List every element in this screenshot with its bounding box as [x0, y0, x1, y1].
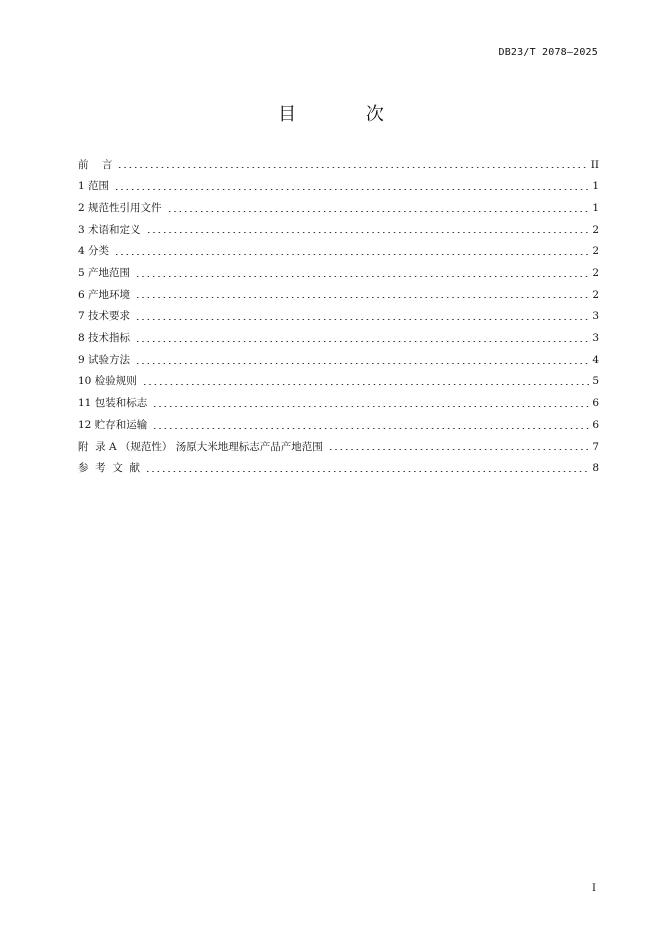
toc-dot-leader [117, 167, 587, 168]
toc-entry-normative-references[interactable] [78, 197, 599, 219]
toc-entry-label: 5 产地范围 [78, 267, 131, 280]
toc-entry-page: 1 [592, 180, 599, 193]
toc-entry-storage-transport[interactable] [78, 414, 599, 436]
toc-entry-technical-indicators[interactable] [78, 328, 599, 350]
toc-entry-page: 2 [592, 267, 599, 280]
toc-entry-production-area[interactable] [78, 262, 599, 284]
toc-entry-page: 6 [592, 418, 599, 431]
toc-dot-leader [114, 254, 589, 255]
toc-entry-label: 11 包装和标志 [78, 397, 148, 410]
toc-dot-leader [135, 276, 589, 277]
toc-dot-leader [146, 232, 590, 233]
toc-dot-leader [152, 406, 589, 407]
toc-entry-page: 4 [592, 353, 599, 366]
toc-entry-label: 2 规范性引用文件 [78, 201, 162, 214]
toc-entry-label: 8 技术指标 [78, 332, 131, 345]
toc-entry-label: 6 产地环境 [78, 288, 131, 301]
toc-entry-page: 1 [592, 201, 599, 214]
toc-entry-page: 5 [592, 375, 599, 388]
toc-dot-leader [135, 363, 589, 364]
toc-entry-label: 9 试验方法 [78, 353, 131, 366]
toc-dot-leader [135, 297, 589, 298]
toc-entry-packaging-labeling[interactable] [78, 393, 599, 415]
toc-entry-label: 参 考 文 献 [78, 462, 141, 475]
toc-entry-label: 12 贮存和运输 [78, 418, 148, 431]
toc-entry-page: 2 [592, 245, 599, 258]
toc-entry-page: 7 [592, 440, 599, 453]
toc-entry-page: 8 [592, 462, 599, 475]
toc-dot-leader [114, 189, 589, 190]
toc-entry-page: 3 [592, 332, 599, 345]
toc-entry-page: 6 [592, 397, 599, 410]
toc-dot-leader [167, 211, 590, 212]
toc-entry-technical-requirements[interactable] [78, 306, 599, 328]
toc-dot-leader [142, 384, 590, 385]
page-number: I [592, 883, 596, 894]
toc-dot-leader [145, 471, 589, 472]
toc-entry-production-environment[interactable] [78, 284, 599, 306]
page-title: 目 次 [278, 104, 416, 125]
toc-dot-leader [152, 428, 589, 429]
document-code: DB23/T 2078—2025 [498, 47, 598, 58]
table-of-contents [78, 154, 599, 479]
toc-entry-bibliography[interactable] [78, 458, 599, 480]
toc-entry-test-methods[interactable] [78, 349, 599, 371]
toc-entry-page: 2 [592, 288, 599, 301]
toc-entry-page: 3 [592, 310, 599, 323]
toc-dot-leader [328, 449, 590, 450]
toc-entry-label: 3 术语和定义 [78, 223, 141, 236]
toc-entry-label: 附 录 A （规范性） 汤原大米地理标志产品产地范围 [78, 440, 323, 453]
toc-entry-foreword[interactable] [78, 154, 599, 176]
toc-entry-label: 1 范围 [78, 180, 110, 193]
toc-dot-leader [135, 341, 589, 342]
toc-entry-terms-definitions[interactable] [78, 219, 599, 241]
toc-entry-classification[interactable] [78, 241, 599, 263]
toc-entry-label: 7 技术要求 [78, 310, 131, 323]
toc-entry-scope[interactable] [78, 176, 599, 198]
toc-entry-page: II [590, 158, 599, 171]
toc-entry-label: 前 言 [78, 158, 113, 171]
toc-dot-leader [135, 319, 589, 320]
toc-entry-appendix-a[interactable] [78, 436, 599, 458]
toc-entry-label: 4 分类 [78, 245, 110, 258]
toc-entry-label: 10 检验规则 [78, 375, 137, 388]
toc-entry-page: 2 [592, 223, 599, 236]
toc-entry-inspection-rules[interactable] [78, 371, 599, 393]
